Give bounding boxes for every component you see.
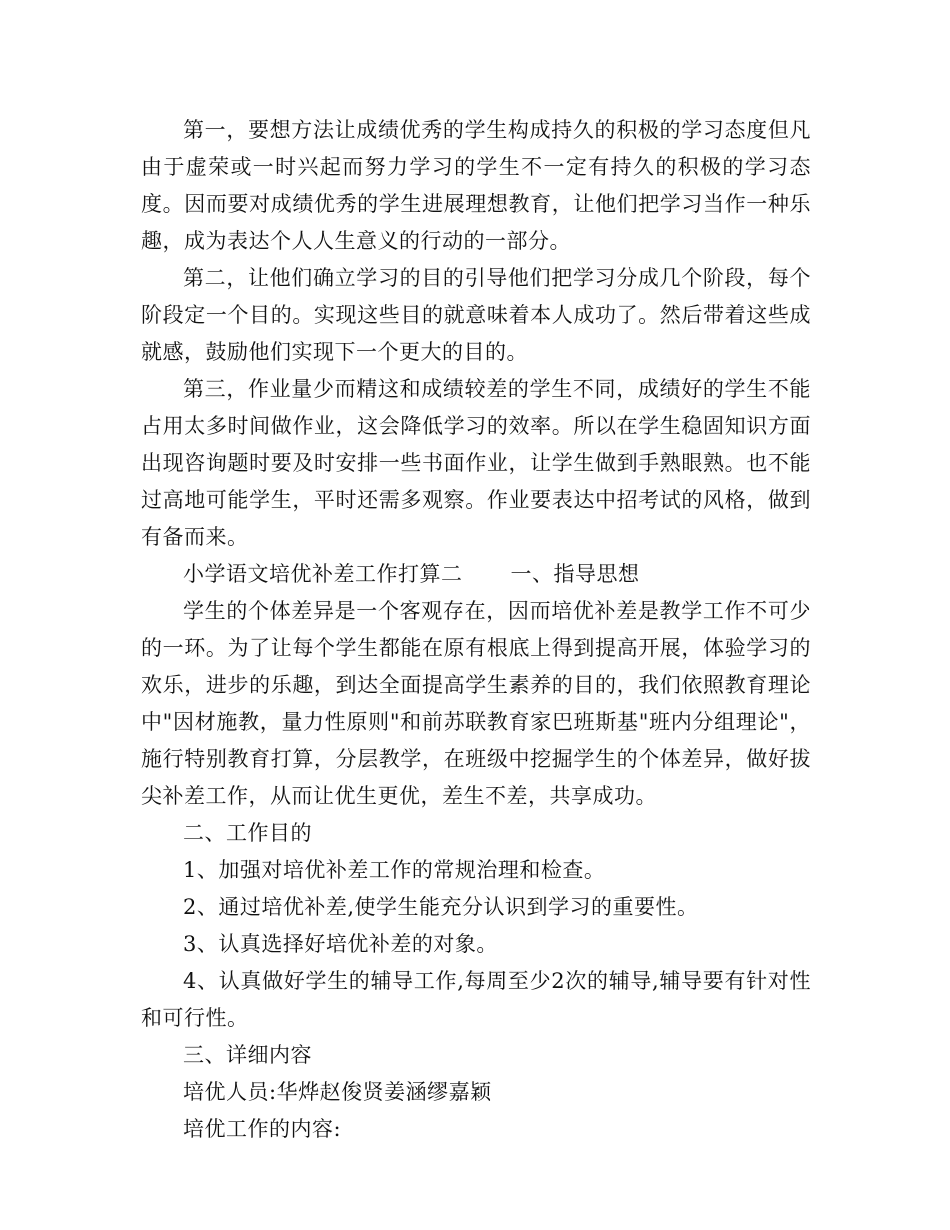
goals-heading: 二、工作目的 <box>183 821 312 845</box>
goal-item-1: 1、加强对培优补差工作的常规治理和检查。 <box>183 858 606 882</box>
goal-item-3: 3、认真选择好培优补差的对象。 <box>183 932 498 956</box>
section-subtitle: 一、指导思想 <box>510 562 640 586</box>
members-line: 培优人员:华烨赵俊贤姜涵缪嘉颖 <box>183 1080 492 1104</box>
paragraph-guiding-thought: 学生的个体差异是一个客观存在，因而培优补差是教学工作不可少的一环。为了让每个学生都能在原有根底上得到提高开展，体验学习的欢乐，进步的乐趣，到达全面提高学生素养的目的，我们依照教育理论中"因材施教，量力性原则"和前苏联教育家巴班斯基"班内分组理论"，施行特别教育打算，分层教学，在班级中挖掘学生的个体差异，做好拔尖补差工作，从而让优生更优，差生不差，共享成功。 <box>141 599 811 808</box>
goal-item-2: 2、通过培优补差,使学生能充分认识到学习的重要性。 <box>183 895 699 919</box>
work-content-line: 培优工作的内容: <box>183 1117 342 1141</box>
paragraph-third-strategy: 第三，作业量少而精这和成绩较差的学生不同，成绩好的学生不能占用太多时间做作业，这会降低学习的效率。所以在学生稳固知识方面出现咨询题时要及时安排一些书面作业，让学生做到手熟眼熟。也不能过高地可能学生，平时还需多观察。作业要表达中招考试的风格，做到有备而来。 <box>141 377 811 549</box>
paragraph-first-strategy: 第一，要想方法让成绩优秀的学生构成持久的积极的学习态度但凡由于虚荣或一时兴起而努力学习的学生不一定有持久的积极的学习态度。因而要对成绩优秀的学生进展理想教育，让他们把学习当作一种乐趣，成为表达个人人生意义的行动的一部分。 <box>141 118 811 253</box>
goal-item-4: 4、认真做好学生的辅导工作,每周至少2次的辅导,辅导要有针对性和可行性。 <box>141 969 811 1030</box>
content-heading: 三、详细内容 <box>183 1043 312 1067</box>
paragraph-second-strategy: 第二，让他们确立学习的目的引导他们把学习分成几个阶段，每个阶段定一个目的。实现这些目的就意味着本人成功了。然后带着这些成就感，鼓励他们实现下一个更大的目的。 <box>141 266 811 364</box>
section-heading <box>141 556 811 593</box>
document-body <box>141 112 811 1148</box>
section-title: 小学语文培优补差工作打算二 <box>183 562 463 586</box>
